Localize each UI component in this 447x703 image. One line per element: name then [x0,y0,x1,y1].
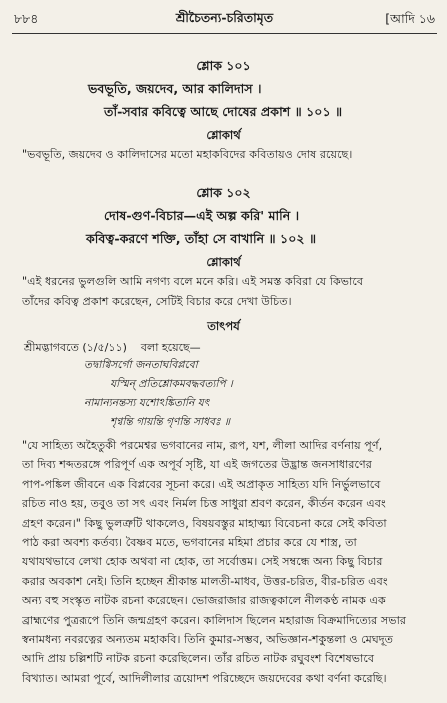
purport-line: ব্রাহ্মণের পুত্ররূপে তিনি জন্মগ্রহণ করেন। কালিদাস ছিলেন মহারাজ বিক্রমাদিত্যের সভার [22,613,406,627]
sloka-102-line-1: দোষ-গুণ-বিচার—এই অল্প করি' মানি । [104,208,300,223]
page-number: ৮৮৪ [14,11,39,26]
sloka-101-line-1: ভবভূতি, জয়দেব, আর কালিদাস । [88,81,262,96]
purport-line: গ্রহণ করেন।" কিছু ভুলত্রুটি থাকলেও, বিষয়বস্তুর মাহাত্ম্য বিবেচনা করে সেই কবিতা [22,516,387,530]
purport-label: তাৎপর্য [207,319,240,333]
quote-line: শৃণ্বন্তি গায়ন্তি গৃণন্তি সাধবঃ ॥ [110,416,231,428]
sloka-101-line-2: তাঁ-সবার কবিত্বে আছে দোষের প্রকাশ ॥ ১০১ ॥ [104,104,343,119]
purport-line: তা দিব্য শব্দতরঙ্গে পরিপূর্ণ এক অপূর্ব সৃষ্টি, যা এই জগতের উদ্ভ্রান্ত জনসাধারণের [22,458,372,472]
chapter-marker: [আদি ১৬ [385,11,435,26]
quote-line: যস্মিন্ প্রতিশ্লোকমবদ্ধবত্যপি । [110,378,233,390]
book-title: শ্রীচৈতন্য-চরিতামৃত [175,10,274,25]
sloka-101-translation [22,145,433,165]
purport-line: রচিত নাও হয়, তবুও তা সৎ এবং নির্মল চিত্ত সাধুরা শ্রবণ করেন, কীর্তন করেন এবং [22,497,386,511]
sloka-102-translation-label: শ্লোকার্থ [206,255,241,269]
page-header [14,8,435,30]
sloka-101-heading: শ্লোক ১০১ [196,58,251,73]
purport-line: "যে সাহিত্য অহৈতুকী পরমেশ্বর ভগবানের নাম, রূপ, যশ, লীলা আদির বর্ণনায় পূর্ণ, [22,439,383,452]
quote-line: তদ্বাগ্বিসর্গো জনতাঘবিপ্লবো [84,359,198,371]
scripture-reference [24,339,201,358]
purport-line: পাঠ করা অবশ্য কর্তব্য। বৈষ্ণব মতে, ভগবানের মহিমা প্রচার করে যে শাস্ত্র, তা [22,536,357,550]
translation-line: "এই ধরনের ভুলগুলি আমি নগণ্য বলে মনে করি। এই সমস্ত কবিরা যে কিভাবে [22,275,364,288]
quote-line: নামান্যনন্তস্য যশোঽঙ্কিতানি যৎ [84,397,210,409]
sloka-102-translation [22,272,433,311]
sloka-101-translation-label: শ্লোকার্থ [206,128,241,142]
purport-line: বিখ্যাত। আমরা পূর্বে, আদিলীলার ত্রয়োদশ পরিচ্ছেদে জয়দেবের কথা বর্ণনা করেছি। [22,671,387,685]
sloka-102-heading: শ্লোক ১০২ [196,185,251,200]
reference-said: বলা হয়েছে— [140,341,201,354]
purport-line: পাপ-পঙ্কিল জীবনে এক বিপ্লবের সূচনা করে। এই অপ্রাকৃত সাহিত্য যদি নির্ভুলভাবে [22,477,381,491]
purport-line: স্বনামধন্য নবরত্নের অন্যতম মহাকবি। তিনি কুমার-সম্ভব, অভিজ্ঞান-শকুন্তলা ও মেঘদূত [22,633,394,647]
purport-line: করার অবকাশ নেই। তিনি হচ্ছেন শ্রীকান্ত মালতী-মাধব, উত্তর-চরিত, বীর-চরিত এবং [22,574,388,588]
reference-source: শ্রীমদ্ভাগবতে (১/৫/১১) [24,341,127,354]
translation-line: তাঁদের কবিত্ব প্রকাশ করেছেন, সেটিই বিচার করে দেখা উচিত। [22,294,292,308]
purport-body [22,436,433,688]
purport-line: অন্য বহু সংস্কৃত নাটক রচনা করেছেন। ভোজরাজার রাজত্বকালে নীলকণ্ঠ নামক এক [22,594,386,608]
sloka-102-line-2: কবিত্ব-করণে শক্তি, তাঁহা সে বাখানি ॥ ১০২ ॥ [86,231,317,246]
purport-line: যথাযথভাবে লেখা হোক অথবা না হোক, তা সর্বোত্তম। সেই সম্বন্ধে অন্য কিছু বিচার [22,555,383,569]
header-rule [12,33,437,34]
translation-line: "ভবভূতি, জয়দেব ও কালিদাসের মতো মহাকবিদের কবিতায়ও দোষ রয়েছে। [22,148,353,161]
purport-line: আদি প্রায় চল্লিশটি নাটক রচনা করেছিলেন। তাঁর রচিত নাটক রঘুবংশ বিশেষভাবে [22,652,375,666]
